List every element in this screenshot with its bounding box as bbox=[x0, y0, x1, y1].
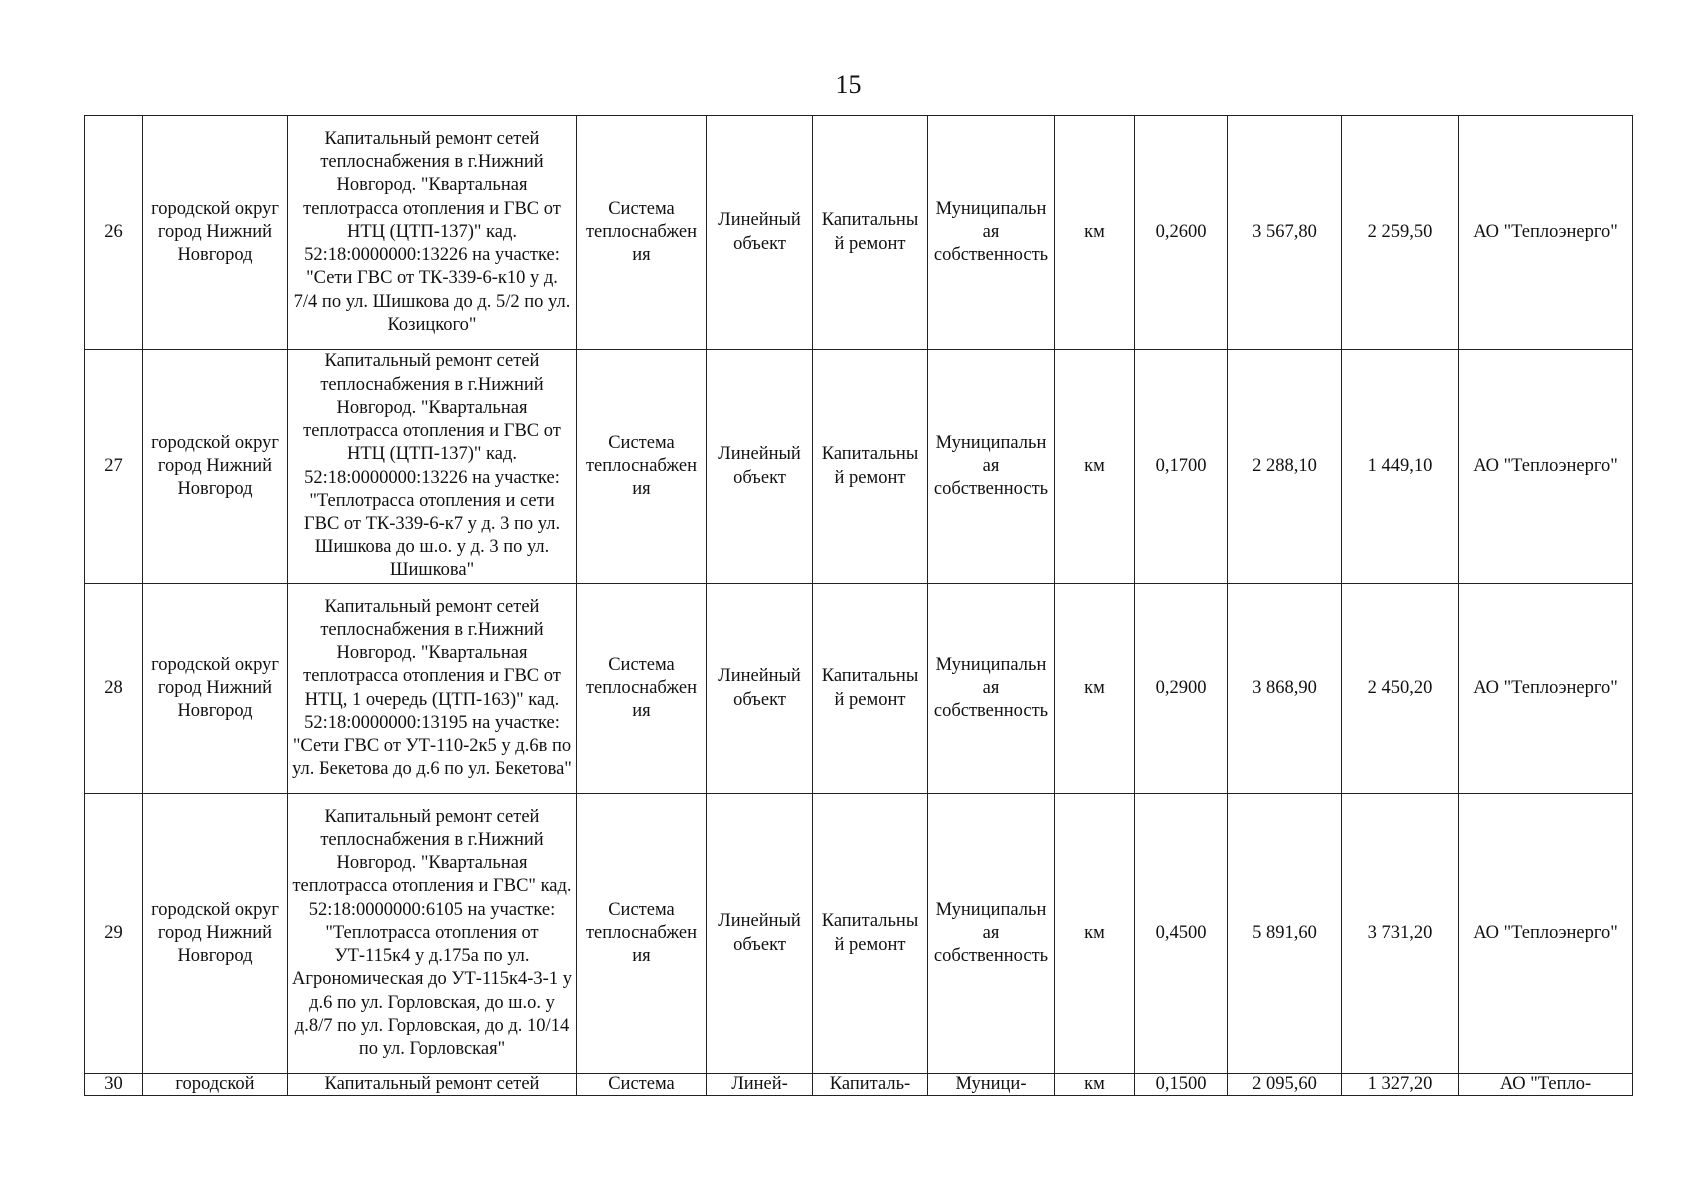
row-number: 27 bbox=[85, 350, 143, 584]
unit-cell: км bbox=[1055, 584, 1135, 794]
unit-cell: км bbox=[1055, 350, 1135, 584]
row-number: 28 bbox=[85, 584, 143, 794]
table-row bbox=[85, 1074, 1633, 1096]
ownership-cell: Муниципальная собственность bbox=[928, 584, 1055, 794]
description-cell: Капитальный ремонт сетей теплоснабжения в г.Нижний Новгород. "Квартальная теплотрасса отопления и ГВС" кад. 52:18:0000000:6105 на участке: "Теплотрасса отопления от УТ-115к4 у д.175а по ул. Агрономическая до УТ-115к4-3-1 у д.6 по ул. Горловская, до ш.о. у д.8/7 по ул. Горловская, до д. 10/14 по ул. Горловская" bbox=[288, 794, 577, 1074]
municipality-cell: городской округ город Нижний Новгород bbox=[143, 116, 288, 350]
description-cell: Капитальный ремонт сетей теплоснабжения в г.Нижний Новгород. "Квартальная теплотрасса отопления и ГВС от НТЦ (ЦТП-137)" кад. 52:18:0000000:13226 на участке: "Сети ГВС от ТК-339-6-к10 у д. 7/4 по ул. Шишкова до д. 5/2 по ул. Козицкого" bbox=[288, 116, 577, 350]
ownership-cell: Муниципальная собственность bbox=[928, 350, 1055, 584]
cost-part-cell: 3 731,20 bbox=[1342, 794, 1459, 1074]
municipality-cell: городской bbox=[143, 1074, 288, 1096]
unit-cell: км bbox=[1055, 794, 1135, 1074]
object-type-cell: Линей- bbox=[707, 1074, 813, 1096]
description-cell: Капитальный ремонт сетей теплоснабжения в г.Нижний Новгород. "Квартальная теплотрасса отопления и ГВС от НТЦ, 1 очередь (ЦТП-163)" кад. 52:18:0000000:13195 на участке: "Сети ГВС от УТ-110-2к5 у д.6в по ул. Бекетова до д.6 по ул. Бекетова" bbox=[288, 584, 577, 794]
description-cell: Капитальный ремонт сетей bbox=[288, 1074, 577, 1096]
work-type-cell: Капитальный ремонт bbox=[813, 794, 928, 1074]
length-cell: 0,1500 bbox=[1135, 1074, 1228, 1096]
object-type-cell: Линейный объект bbox=[707, 794, 813, 1074]
cost-total-cell: 3 868,90 bbox=[1228, 584, 1342, 794]
cost-total-cell: 5 891,60 bbox=[1228, 794, 1342, 1074]
operator-cell: АО "Тепло- bbox=[1459, 1074, 1633, 1096]
length-cell: 0,4500 bbox=[1135, 794, 1228, 1074]
ownership-cell: Муниципальная собственность bbox=[928, 116, 1055, 350]
description-cell: Капитальный ремонт сетей теплоснабжения в г.Нижний Новгород. "Квартальная теплотрасса отопления и ГВС от НТЦ (ЦТП-137)" кад. 52:18:0000000:13226 на участке: "Теплотрасса отопления и сети ГВС от ТК-339-6-к7 у д. 3 по ул. Шишкова до ш.о. у д. 3 по ул. Шишкова" bbox=[288, 350, 577, 584]
work-type-cell: Капитальный ремонт bbox=[813, 350, 928, 584]
cost-part-cell: 1 327,20 bbox=[1342, 1074, 1459, 1096]
municipality-cell: городской округ город Нижний Новгород bbox=[143, 794, 288, 1074]
municipality-cell: городской округ город Нижний Новгород bbox=[143, 584, 288, 794]
system-cell: Система bbox=[577, 1074, 707, 1096]
object-type-cell: Линейный объект bbox=[707, 584, 813, 794]
municipality-cell: городской округ город Нижний Новгород bbox=[143, 350, 288, 584]
row-number: 30 bbox=[85, 1074, 143, 1096]
work-type-cell: Капиталь- bbox=[813, 1074, 928, 1096]
table-row bbox=[85, 584, 1633, 794]
cost-part-cell: 2 259,50 bbox=[1342, 116, 1459, 350]
projects-table bbox=[84, 115, 1633, 1096]
operator-cell: АО "Теплоэнерго" bbox=[1459, 350, 1633, 584]
table-row bbox=[85, 350, 1633, 584]
cost-part-cell: 1 449,10 bbox=[1342, 350, 1459, 584]
row-number: 29 bbox=[85, 794, 143, 1074]
page-number: 15 bbox=[835, 70, 862, 99]
operator-cell: АО "Теплоэнерго" bbox=[1459, 584, 1633, 794]
operator-cell: АО "Теплоэнерго" bbox=[1459, 794, 1633, 1074]
work-type-cell: Капитальный ремонт bbox=[813, 584, 928, 794]
system-cell: Система теплоснабжения bbox=[577, 116, 707, 350]
unit-cell: км bbox=[1055, 1074, 1135, 1096]
table-row bbox=[85, 116, 1633, 350]
system-cell: Система теплоснабжения bbox=[577, 350, 707, 584]
length-cell: 0,2900 bbox=[1135, 584, 1228, 794]
cost-total-cell: 3 567,80 bbox=[1228, 116, 1342, 350]
cost-total-cell: 2 095,60 bbox=[1228, 1074, 1342, 1096]
object-type-cell: Линейный объект bbox=[707, 116, 813, 350]
object-type-cell: Линейный объект bbox=[707, 350, 813, 584]
ownership-cell: Муниципальная собственность bbox=[928, 794, 1055, 1074]
cost-total-cell: 2 288,10 bbox=[1228, 350, 1342, 584]
system-cell: Система теплоснабжения bbox=[577, 584, 707, 794]
row-number: 26 bbox=[85, 116, 143, 350]
work-type-cell: Капитальный ремонт bbox=[813, 116, 928, 350]
length-cell: 0,2600 bbox=[1135, 116, 1228, 350]
ownership-cell: Муници- bbox=[928, 1074, 1055, 1096]
operator-cell: АО "Теплоэнерго" bbox=[1459, 116, 1633, 350]
system-cell: Система теплоснабжения bbox=[577, 794, 707, 1074]
cost-part-cell: 2 450,20 bbox=[1342, 584, 1459, 794]
length-cell: 0,1700 bbox=[1135, 350, 1228, 584]
table-row bbox=[85, 794, 1633, 1074]
unit-cell: км bbox=[1055, 116, 1135, 350]
